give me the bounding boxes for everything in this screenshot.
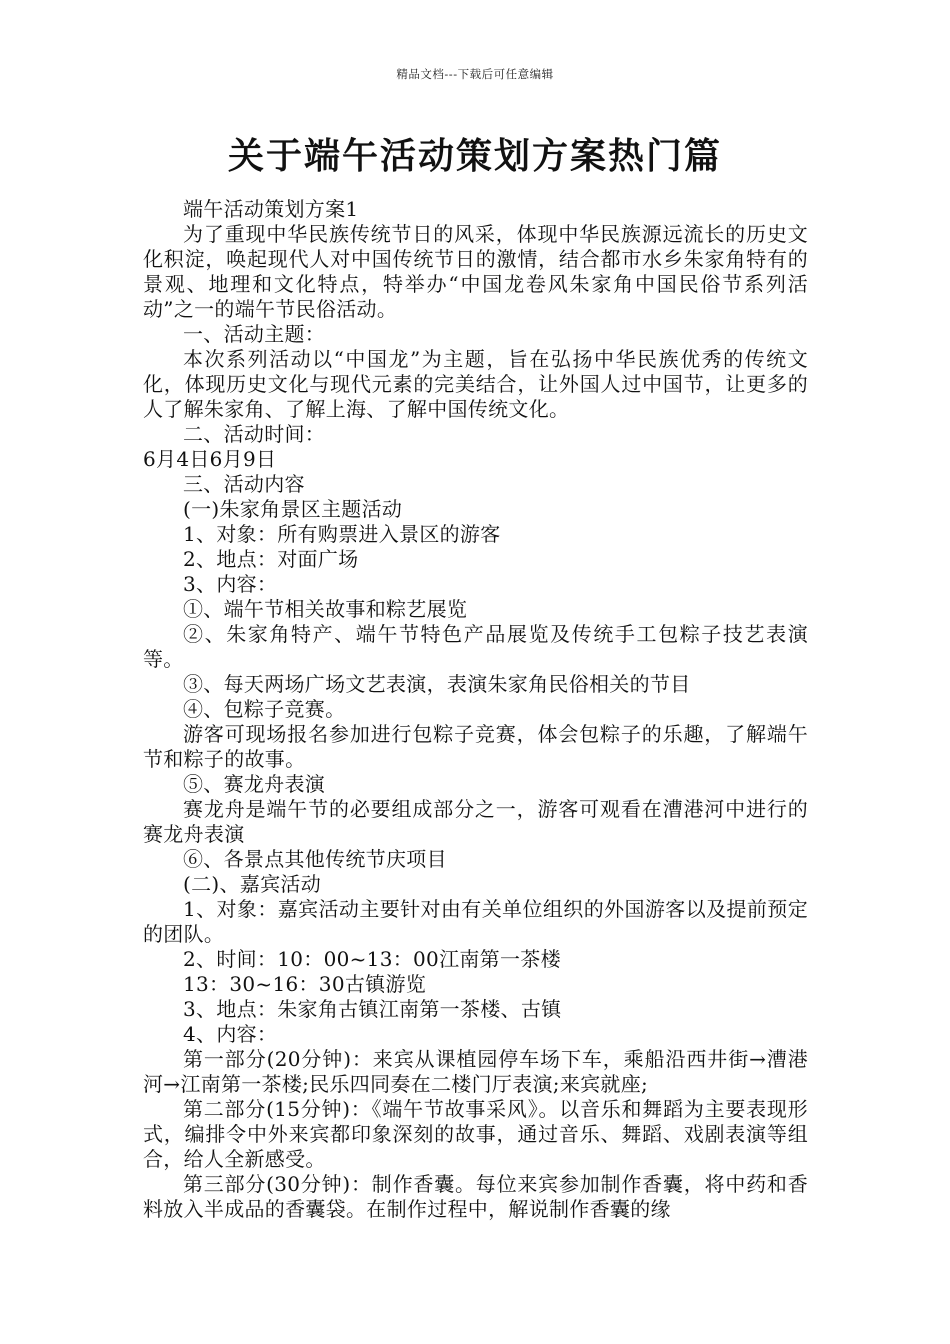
paragraph-item-2: ②、朱家角特产、端午节特色产品展览及传统手工包粽子技艺表演等。 — [143, 622, 808, 671]
paragraph-item-5: ⑤、赛龙舟表演 — [183, 772, 326, 796]
paragraph-guest-time-1: 2、时间：10：00~13：00江南第一茶楼 — [183, 947, 561, 971]
paragraph-section-heading: 端午活动策划方案1 — [183, 197, 359, 221]
paragraph-item-5-detail: 赛龙舟是端午节的必要组成部分之一，游客可观看在漕港河中进行的赛龙舟表演 — [143, 797, 808, 846]
paragraph-audience: 1、对象：所有购票进入景区的游客 — [183, 522, 501, 546]
paragraph-guest-time-2: 13：30~16：30古镇游览 — [183, 972, 427, 996]
paragraph-item-4: ④、包粽子竞赛。 — [183, 697, 346, 721]
paragraph-theme: 本次系列活动以“中国龙”为主题，旨在弘扬中华民族优秀的传统文化，体现历史文化与现代元素的完美结合，让外国人过中国节，让更多的人了解朱家角、了解上海、了解中国传统文化。 — [143, 347, 808, 421]
paragraph-guest-content-label: 4、内容： — [183, 1022, 278, 1046]
paragraph-item-3: ③、每天两场广场文艺表演，表演朱家角民俗相关的节目 — [183, 672, 691, 696]
document-title: 关于端午活动策划方案热门篇 — [227, 136, 722, 177]
paragraph-subsection-1: (一)朱家角景区主题活动 — [183, 497, 403, 521]
paragraph-part-2: 第二部分(15分钟)：《端午节故事采风》。以音乐和舞蹈为主要表现形式，编排令中外来宾都印象深刻的故事，通过音乐、舞蹈、戏剧表演等组合，给人全新感受。 — [143, 1097, 808, 1171]
paragraph-location: 2、地点：对面广场 — [183, 547, 359, 571]
paragraph-item-1: ①、端午节相关故事和粽艺展览 — [183, 597, 468, 621]
paragraph-item-4-detail: 游客可现场报名参加进行包粽子竞赛，体会包粽子的乐趣，了解端午节和粽子的故事。 — [143, 722, 808, 771]
paragraph-intro: 为了重现中华民族传统节日的风采，体现中华民族源远流长的历史文化积淀，唤起现代人对中国传统节日的激情，结合都市水乡朱家角特有的景观、地理和文化特点，特举办“中国龙卷风朱家角中国民俗节系列活动”之一的端午节民俗活动。 — [143, 222, 808, 321]
document-body — [143, 197, 808, 1222]
paragraph-theme-heading: 一、活动主题： — [183, 322, 326, 346]
paragraph-part-1: 第一部分(20分钟)：来宾从课植园停车场下车，乘船沿西井街→漕港河→江南第一茶楼;民乐四同奏在二楼门厅表演;来宾就座; — [143, 1047, 808, 1096]
paragraph-time-heading: 二、活动时间： — [183, 422, 326, 446]
header-note: 精品文档---下载后可任意编辑 — [396, 67, 554, 81]
paragraph-guest-audience: 1、对象：嘉宾活动主要针对由有关单位组织的外国游客以及提前预定的团队。 — [143, 897, 808, 946]
paragraph-dates: 6月4日6月9日 — [143, 447, 277, 471]
paragraph-subsection-2: (二)、嘉宾活动 — [183, 872, 322, 896]
paragraph-guest-location: 3、地点：朱家角古镇江南第一茶楼、古镇 — [183, 997, 562, 1021]
paragraph-content-label: 3、内容： — [183, 572, 278, 596]
paragraph-part-3: 第三部分(30分钟)：制作香囊。每位来宾参加制作香囊，将中药和香料放入半成品的香囊袋。在制作过程中，解说制作香囊的缘 — [143, 1172, 808, 1221]
paragraph-content-heading: 三、活动内容 — [183, 472, 305, 496]
paragraph-item-6: ⑥、各景点其他传统节庆项目 — [183, 847, 447, 871]
